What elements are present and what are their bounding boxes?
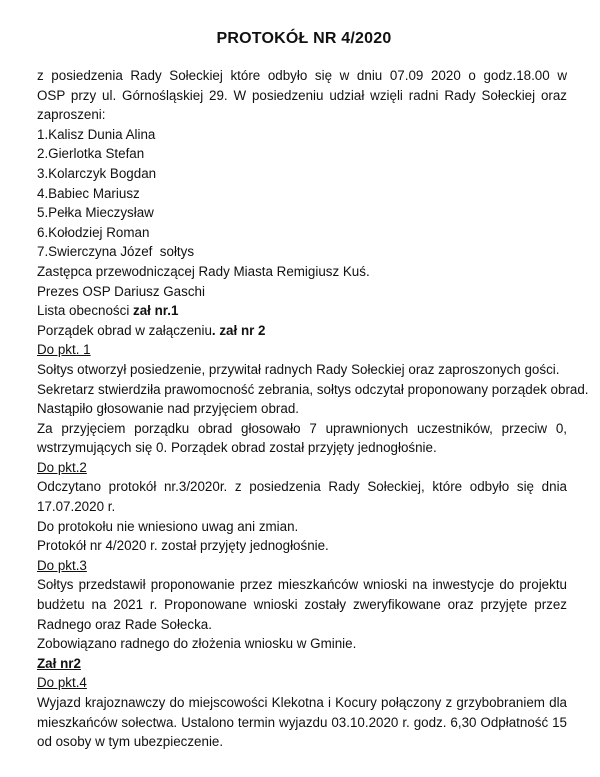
attendee-item: 3.Kolarczyk Bogdan bbox=[37, 165, 157, 181]
attendance-line bbox=[37, 301, 567, 321]
pkt2-line: Do protokołu nie wniesiono uwag ani zmian. bbox=[37, 518, 299, 534]
pkt4-heading: Do pkt.4 bbox=[37, 675, 87, 691]
attendance-text: Lista obecności bbox=[37, 303, 134, 319]
pkt1-line: Sekretarz stwierdziła prawomocność zebrania, sołtys odczytał proponowany porządek obrad. bbox=[37, 381, 589, 397]
intro-line-3: zaproszeni: bbox=[37, 107, 106, 123]
attendee-item: 7.Swierczyna Józef sołtys bbox=[37, 244, 195, 260]
pkt1-line: Sołtys otworzył posiedzenie, przywitał radnych Rady Sołeckiej oraz zaproszonych gości. bbox=[37, 361, 560, 377]
pkt1-line: wstrzymujących się 0. Porządek obrad został przyjęty jednogłośnie. bbox=[37, 440, 437, 456]
pkt1-line: Nastąpiło głosowanie nad przyjęciem obrad. bbox=[37, 401, 300, 417]
pkt4-line: od osoby w tym ubezpieczenie. bbox=[37, 734, 224, 750]
attendee-item: 4.Babiec Mariusz bbox=[37, 185, 140, 201]
zal2-heading: Zał nr2 bbox=[37, 655, 81, 671]
pkt1-heading: Do pkt. 1 bbox=[37, 342, 91, 358]
pkt3-line: Sołtys przedstawił proponowanie przez mieszkańców wnioski na inwestycje do projektu bbox=[37, 577, 567, 593]
guest-line: Zastępca przewodniczącej Rady Miasta Remigiusz Kuś. bbox=[37, 263, 370, 279]
intro-line-1: z posiedzenia Rady Sołeckiej które odbyło się w dniu 07.09 2020 o godz.18.00 w bbox=[37, 68, 567, 83]
pkt3-line: Radnego oraz Rade Sołecka. bbox=[37, 616, 212, 632]
attendee-item: 2.Gierlotka Stefan bbox=[37, 146, 145, 162]
agenda-ref: . zał nr 2 bbox=[211, 322, 266, 338]
pkt4-line: Wyjazd krajoznawczy do miejscowości Klekotna i Kocury połączony z grzybobraniem dla bbox=[37, 695, 567, 710]
attendee-item: 5.Pełka Mieczysław bbox=[37, 205, 154, 221]
pkt2-line: Protokół nr 4/2020 r. został przyjęty jednogłośnie. bbox=[37, 538, 329, 554]
pkt2-line: Odczytano protokół nr.3/2020r. z posiedzenia Rady Sołeckiej, które odbyło się dnia bbox=[37, 479, 567, 495]
agenda-text: Porządek obrad w załączeniu bbox=[37, 322, 212, 338]
pkt2-heading: Do pkt.2 bbox=[37, 459, 87, 475]
guest-line: Prezes OSP Dariusz Gaschi bbox=[37, 283, 205, 299]
pkt3-line: Zobowiązano radnego do złożenia wniosku w Gminie. bbox=[37, 636, 357, 652]
pkt4-line: mieszkańców sołectwa. Ustalono termin wyjazdu 03.10.2020 r. godz. 6,30 Odpłatność 15 bbox=[37, 714, 567, 730]
agenda-line bbox=[37, 321, 567, 341]
document-title: PROTOKÓŁ NR 4/2020 bbox=[216, 30, 392, 47]
pkt3-heading: Do pkt.3 bbox=[37, 557, 87, 573]
pkt3-line: budżetu na 2021 r. Proponowane wnioski zostały zweryfikowane oraz przyjęte przez bbox=[37, 597, 567, 613]
document-body bbox=[37, 66, 589, 752]
pkt1-line: Za przyjęciem porządku obrad głosowało 7 uprawnionych uczestników, przeciw 0, bbox=[37, 420, 567, 436]
attendee-item: 6.Kołodziej Roman bbox=[37, 224, 150, 240]
pkt2-line: 17.07.2020 r. bbox=[37, 499, 116, 515]
intro-line-2: OSP przy ul. Górnośląskiej 29. W posiedzeniu udział wzięli radni Rady Sołeckiej oraz bbox=[37, 87, 567, 103]
attendance-ref: zał nr.1 bbox=[133, 303, 179, 319]
attendee-item: 1.Kalisz Dunia Alina bbox=[37, 126, 156, 142]
